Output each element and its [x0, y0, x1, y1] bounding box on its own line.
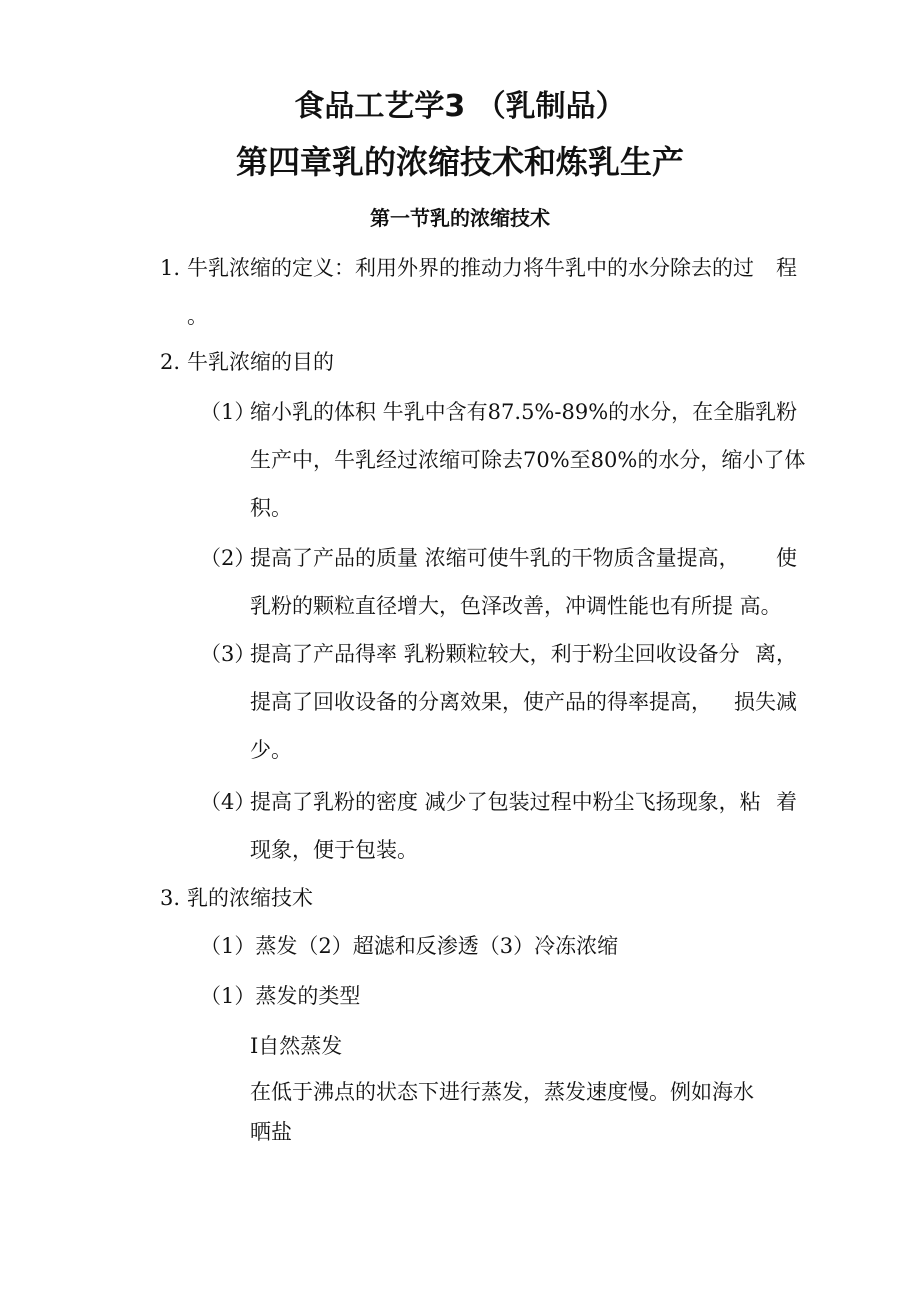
item3-heading: 乳的浓缩技术: [187, 886, 313, 910]
item1-number: 1.: [160, 256, 181, 280]
sub3-label: （3）: [200, 642, 256, 666]
sub3-line1: [250, 644, 797, 665]
item3-number: 3.: [160, 886, 181, 910]
sub4-line2: 现象，便于包装。: [250, 838, 418, 862]
item1-line1: [187, 258, 797, 279]
sub4-line1: [250, 792, 797, 813]
sub1-line2-end: 了体: [763, 448, 806, 472]
sub1-line1-text: 缩小乳的体积 牛乳中含有87.5%-89%的水分，在全脂乳: [250, 400, 777, 424]
sub2-line2: 乳粉的颗粒直径增大，色泽改善，冲调性能也有所提 高。: [250, 594, 782, 618]
sub1-line2: [250, 448, 806, 472]
sub3-line1-end: 离，: [755, 642, 797, 666]
sub4-line1-text: 提高了乳粉的密度 减少了包装过程中粉尘飞扬现象，粘: [250, 790, 761, 814]
natural-evaporation-line1: 在低于沸点的状态下进行蒸发，蒸发速度慢。例如海水: [250, 1080, 754, 1104]
item1-text: 牛乳浓缩的定义：利用外界的推动力将牛乳中的水分除去的过: [187, 256, 754, 280]
sub1-line3: 积。: [250, 496, 292, 520]
natural-evaporation-title: I自然蒸发: [250, 1034, 343, 1058]
section-title: 第一节乳的浓缩技术: [370, 206, 550, 230]
document-title: 食品工艺学3 （乳制品）: [294, 89, 626, 124]
sub1-line2-text: 生产中，牛乳经过浓缩可除去70%至80%的水分，缩小: [250, 448, 764, 472]
item1-line2: 。: [187, 304, 208, 328]
sub2-line1: [250, 548, 797, 569]
item2-number: 2.: [160, 350, 181, 374]
sub1-line1: [250, 402, 797, 423]
sub4-label: （4）: [200, 790, 256, 814]
sub3-line1-text: 提高了产品得率 乳粉颗粒较大，利于粉尘回收设备分: [250, 642, 740, 666]
sub2-label: （2）: [200, 546, 256, 570]
evaporation-types-heading: （1）蒸发的类型: [200, 984, 361, 1008]
natural-evaporation-line2: 晒盐: [250, 1120, 292, 1144]
sub1-label: （1）: [200, 400, 256, 424]
item2-heading: 牛乳浓缩的目的: [187, 350, 334, 374]
sub3-line2-end: 损失减: [734, 690, 797, 714]
sub3-line2-text: 提高了回收设备的分离效果，使产品的得率提高，: [250, 690, 712, 714]
item1-text-end: 程: [776, 256, 797, 280]
concentration-methods: （1）蒸发（2）超滤和反渗透（3）冷冻浓缩: [200, 934, 619, 958]
sub2-line1-text: 提高了产品的质量 浓缩可使牛乳的干物质含量提高，: [250, 546, 740, 570]
chapter-title: 第四章乳的浓缩技术和炼乳生产: [235, 143, 684, 181]
sub3-line3: 少。: [250, 738, 292, 762]
sub3-line2: [250, 692, 797, 713]
sub4-line1-end: 着: [776, 790, 797, 814]
sub1-line1-end: 粉: [776, 400, 798, 424]
sub2-line1-end: 使: [776, 546, 797, 570]
